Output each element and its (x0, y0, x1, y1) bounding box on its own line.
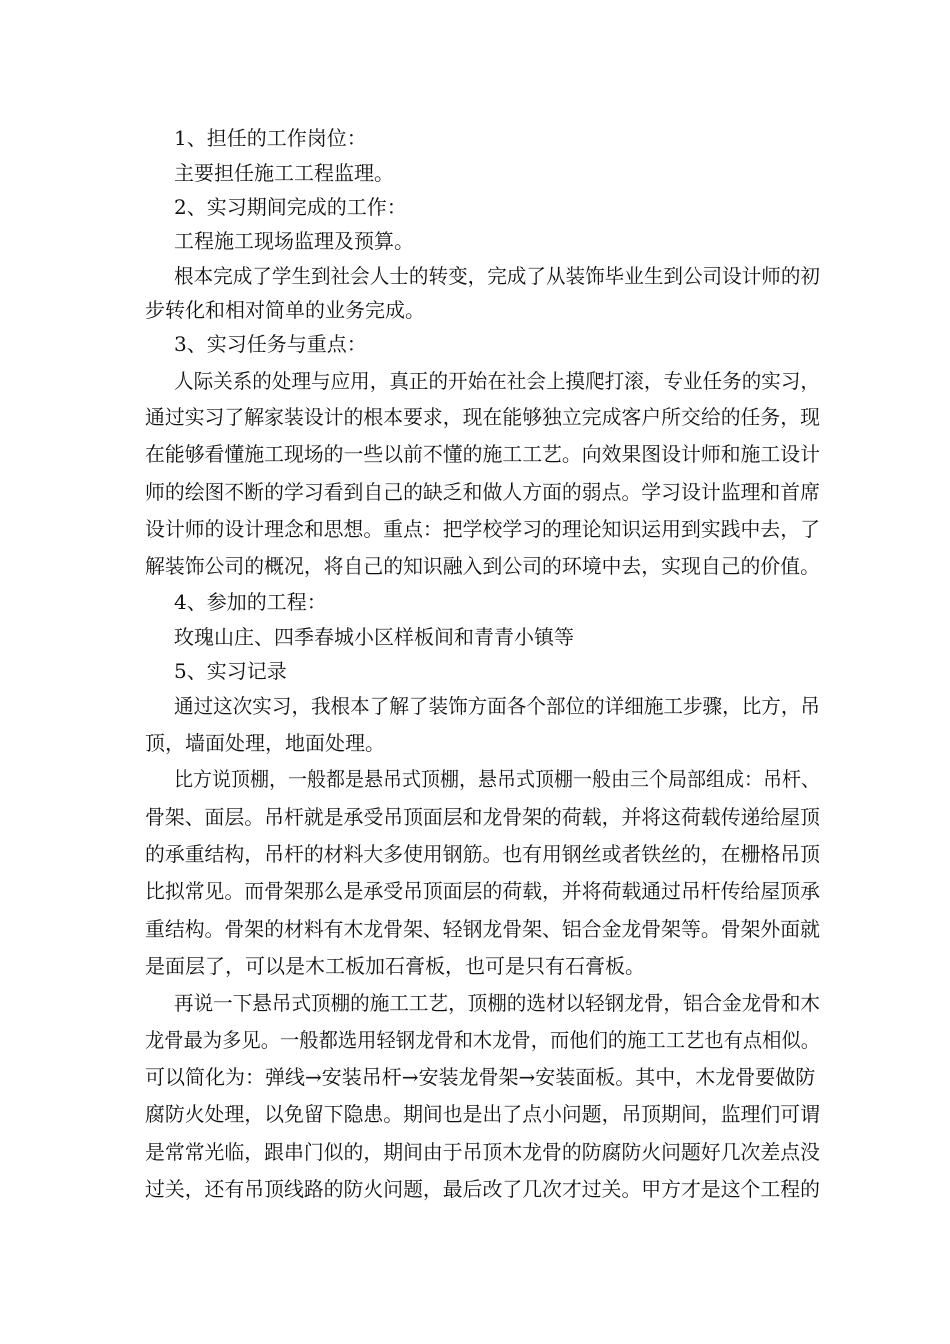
text-line: 工程施工现场监理及预算。 (174, 229, 414, 253)
text-line: 再说一下悬吊式顶棚的施工工艺，顶棚的选材以轻钢龙骨，铝合金龙骨和木 (174, 991, 821, 1015)
text-line: 可以简化为：弹线→安装吊杆→安装龙骨架→安装面板。其中，木龙骨要做防 (145, 1065, 816, 1089)
text-line: 玫瑰山庄、四季春城小区样板间和青青小镇等 (174, 625, 574, 649)
text-line: 主要担任施工工程监理。 (174, 161, 394, 185)
text-line: 龙骨最为多见。一般都选用轻钢龙骨和木龙骨，而他们的施工工艺也有点相似。 (145, 1028, 821, 1052)
text-line: 重结构。骨架的材料有木龙骨架、轻钢龙骨架、铝合金龙骨架等。骨架外面就 (145, 917, 820, 941)
text-line: 在能够看懂施工现场的一些以前不懂的施工工艺。向效果图设计师和施工设计 (145, 442, 820, 466)
text-line: 解装饰公司的概况，将自己的知识融入到公司的环境中去，实现自己的价值。 (145, 554, 820, 578)
text-line: 步转化和相对简单的业务完成。 (145, 298, 425, 322)
text-line: 人际关系的处理与应用，真正的开始在社会上摸爬打滚，专业任务的实习， (174, 369, 821, 393)
text-line: 骨架、面层。吊杆就是承受吊顶面层和龙骨架的荷载，并将这荷载传递给屋顶 (145, 805, 820, 829)
text-line: 通过实习了解家装设计的根本要求，现在能够独立完成客户所交给的任务，现 (145, 405, 820, 429)
text-line: 4、参加的工程： (174, 590, 327, 614)
text-line: 的承重结构，吊杆的材料大多使用钢筋。也有用钢丝或者铁丝的，在栅格吊顶 (145, 842, 820, 866)
text-line: 2、实习期间完成的工作： (174, 195, 407, 219)
text-line: 过关，还有吊顶线路的防火问题，最后改了几次才过关。甲方才是这个工程的 (145, 1177, 820, 1201)
text-line: 顶，墙面处理，地面处理。 (145, 731, 385, 755)
text-line: 腐防火处理，以免留下隐患。期间也是出了点小问题，吊顶期间，监理们可谓 (145, 1102, 820, 1126)
text-line: 是常常光临，跟串门似的，期间由于吊顶木龙骨的防腐防火问题好几次差点没 (145, 1140, 820, 1164)
text-line: 5、实习记录 (174, 659, 287, 683)
text-line: 1、担任的工作岗位： (174, 126, 367, 150)
text-line: 通过这次实习，我根本了解了装饰方面各个部位的详细施工步骤，比方，吊 (174, 694, 821, 718)
text-line: 3、实习任务与重点： (174, 332, 367, 356)
text-line: 比拟常见。而骨架那么是承受吊顶面层的荷载，并将荷载通过吊杆传给屋顶承 (145, 879, 820, 903)
text-line: 根本完成了学生到社会人士的转变，完成了从装饰毕业生到公司设计师的初 (174, 264, 821, 288)
text-line: 是面层了，可以是木工板加石膏板，也可是只有石膏板。 (145, 954, 645, 978)
text-line: 设计师的设计理念和思想。重点：把学校学习的理论知识运用到实践中去，了 (145, 517, 820, 541)
text-line: 比方说顶棚，一般都是悬吊式顶棚，悬吊式顶棚一般由三个局部组成：吊杆、 (174, 767, 820, 791)
text-line: 师的绘图不断的学习看到自己的缺乏和做人方面的弱点。学习设计监理和首席 (145, 480, 820, 504)
